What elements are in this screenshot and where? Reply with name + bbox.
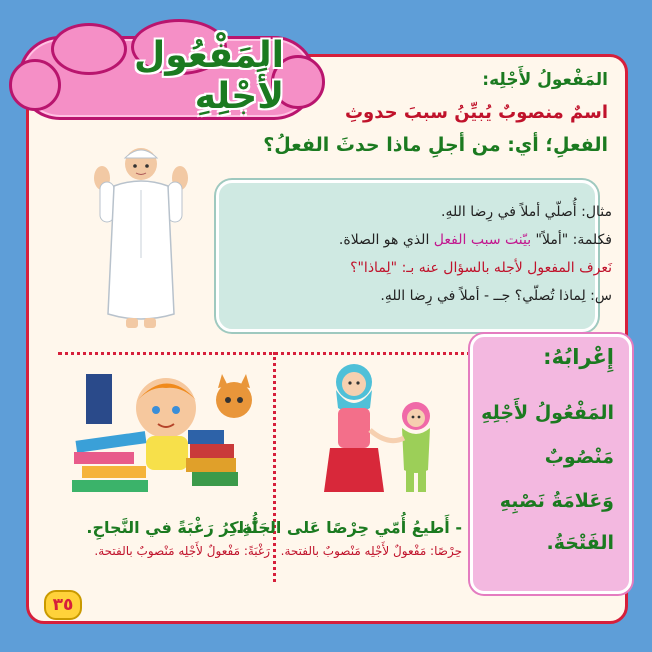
praying-boy-illustration [92,138,190,338]
example-line-3: نَعرف المفعول لأجله بالسؤال عنه بـ: "لِماذا"؟ [350,260,612,276]
irab-line-4: الفَتْحَةُ. [546,532,614,554]
example-line-2-highlight: بيّنت سبب الفعل [433,232,532,248]
horizontal-divider [58,352,478,355]
example-box [216,180,598,332]
example-line-2 [339,232,612,248]
caption-b-sentence: - أُذاكِرُ رَغْبَةً في النَّجاحِ. [86,518,270,537]
definition-line-1: المَفْعولُ لأَجْلِه: [482,70,608,90]
irab-heading: إِعْرابُهُ: [543,345,614,369]
irab-line-1: المَفْعُولُ لأَجْلِهِ [481,402,614,424]
definition-line-3: الفعلِ؛ أي: من أجلِ ماذا حدثَ الفعلُ؟ [263,134,608,156]
page-number: ٣٥ [44,590,82,620]
definition-line-2: اسمٌ منصوبٌ يُبيِّنُ سببَ حدوثِ [344,102,608,123]
caption-a-analysis: حِرْصًا: مَفْعولٌ لأَجْلِه مَنْصوبٌ بالفتحة. [280,544,462,558]
irab-line-3: وَعَلامَةُ نَصْبِهِ [499,490,614,512]
studying-boy-illustration [66,366,262,498]
example-line-2-suffix: الذي هو الصلاة. [338,232,434,248]
vertical-divider [273,352,276,582]
caption-a-sentence: - أَطيعُ أُمّي حِرْصًا عَلى الجَنَّةِ. [235,518,462,537]
irab-line-2: مَنْصُوبٌ [544,446,614,468]
mother-daughter-illustration [310,360,456,500]
page-title: المَفْعُول لأَجْلِهِ [133,35,284,117]
example-line-2-prefix: فكلمة: "أملاً" [531,232,612,248]
example-line-1: مثال: أُصلّي أملاً في رِضا اللهِ. [441,204,612,220]
caption-b-analysis: رَغْبَةً: مَفْعولٌ لأَجْلِه مَنْصوبٌ بالفتحة. [94,544,270,558]
example-line-4: س: لِماذا تُصلّي؟ جــ - أملاً في رِضا اللهِ. [380,288,612,304]
